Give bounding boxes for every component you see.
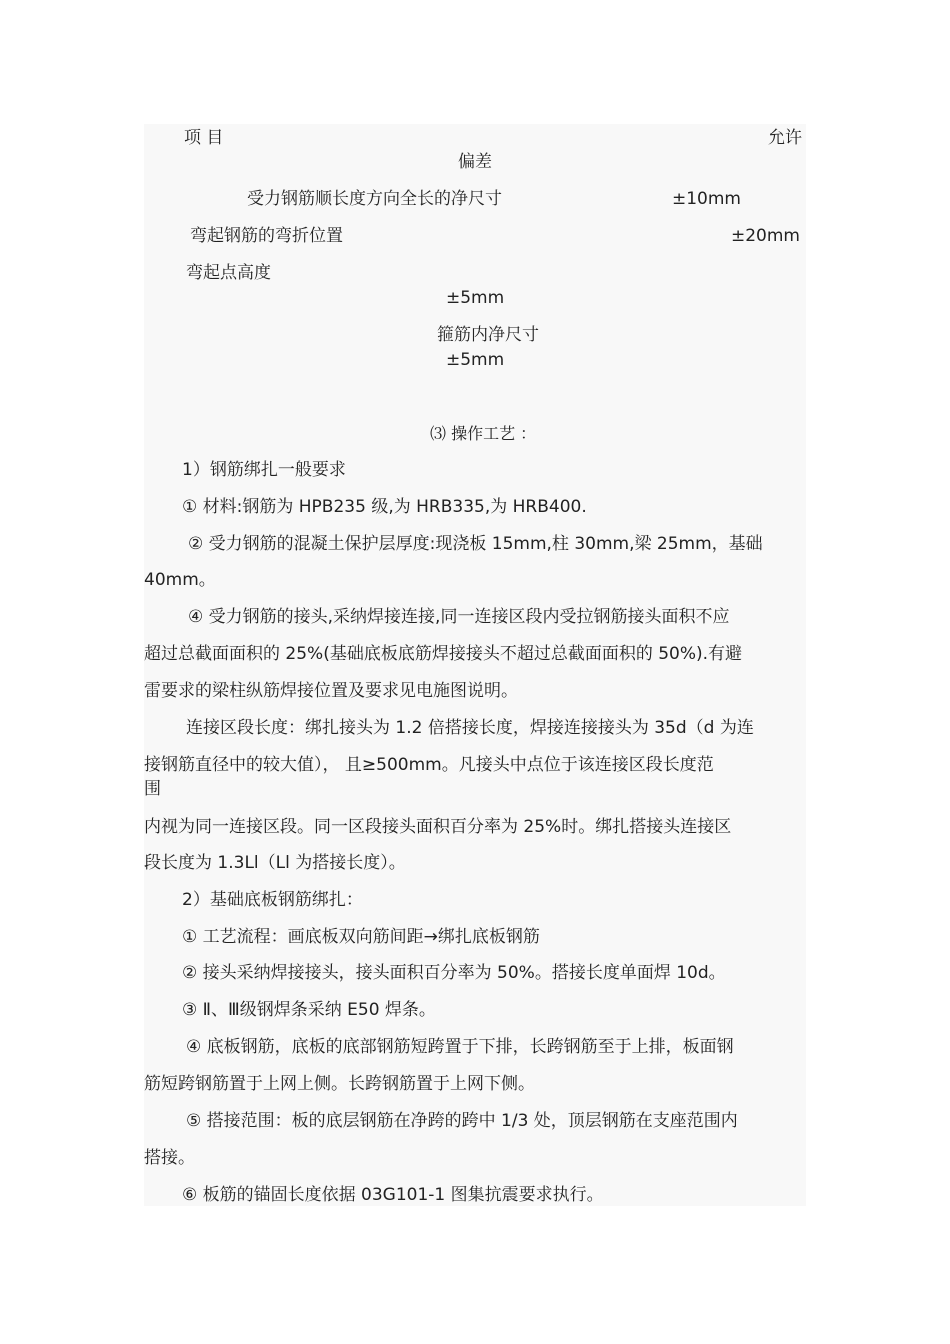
paragraph-line: 围 — [144, 779, 161, 799]
list-item-cont: 雷要求的梁柱纵筋焊接位置及要求见电施图说明。 — [144, 681, 518, 701]
table-row-name: 弯起点高度 — [186, 263, 271, 283]
list-item-cont: 搭接。 — [144, 1148, 195, 1168]
table-row-name: 弯起钢筋的弯折位置 — [190, 226, 343, 246]
list-item: ② 受力钢筋的混凝土保护层厚度:现浇板 15mm,柱 30mm,梁 25mm，基础 — [188, 534, 763, 554]
list-item: ④ 底板钢筋，底板的底部钢筋短跨置于下排，长跨钢筋至于上排，板面钢 — [186, 1037, 734, 1057]
list-item: ④ 受力钢筋的接头,采纳焊接连接,同一连接区段内受拉钢筋接头面积不应 — [188, 607, 730, 627]
paragraph-line: 连接区段长度：绑扎接头为 1.2 倍搭接长度，焊接连接接头为 35d（d 为连 — [186, 718, 754, 738]
list-item: ⑤ 搭接范围：板的底层钢筋在净跨的跨中 1/3 处，顶层钢筋在支座范围内 — [186, 1111, 738, 1131]
list-item-cont: 超过总截面面积的 25%(基础底板底筋焊接接头不超过总截面面积的 50%).有避 — [144, 644, 743, 664]
subsection-title: 1）钢筋绑扎一般要求 — [182, 460, 346, 480]
list-item: ⑥ 板筋的锚固长度依据 03G101-1 图集抗震要求执行。 — [182, 1185, 604, 1205]
list-item: ③ Ⅱ、Ⅲ级钢焊条采纳 E50 焊条。 — [182, 1000, 436, 1020]
table-row-value: ±20mm — [731, 226, 800, 246]
table-header-allow: 允许 — [768, 128, 802, 148]
subsection-title: 2）基础底板钢筋绑扎： — [182, 890, 363, 910]
table-header-item: 项 目 — [184, 128, 224, 148]
table-row-name: 箍筋内净尺寸 — [437, 325, 539, 345]
paragraph-line: 接钢筋直径中的较大值）， 且≥500mm。凡接头中点位于该连接区段长度范 — [144, 755, 714, 775]
list-item: ① 工艺流程：画底板双向筋间距→绑扎底板钢筋 — [182, 927, 540, 947]
paragraph-line: 内视为同一连接区段。同一区段接头面积百分率为 25%时。绑扎搭接头连接区 — [144, 817, 732, 837]
table-row-value: ±5mm — [446, 288, 505, 308]
list-item: ② 接头采纳焊接接头，接头面积百分率为 50%。搭接长度单面焊 10d。 — [182, 963, 726, 983]
table-header-deviation: 偏差 — [458, 152, 492, 172]
paragraph-line: 段长度为 1.3Ll（Ll 为搭接长度）。 — [144, 853, 406, 873]
table-row-value: ±10mm — [672, 189, 741, 209]
section-title: ⑶ 操作工艺 ： — [430, 424, 537, 443]
list-item: ① 材料:钢筋为 HPB235 级,为 HRB335,为 HRB400. — [182, 497, 587, 517]
table-row-value: ±5mm — [446, 350, 505, 370]
table-row-name: 受力钢筋顺长度方向全长的净尺寸 — [247, 189, 502, 209]
list-item-cont: 40mm。 — [144, 570, 216, 590]
list-item-cont: 筋短跨钢筋置于上网上侧。长跨钢筋置于上网下侧。 — [144, 1074, 535, 1094]
